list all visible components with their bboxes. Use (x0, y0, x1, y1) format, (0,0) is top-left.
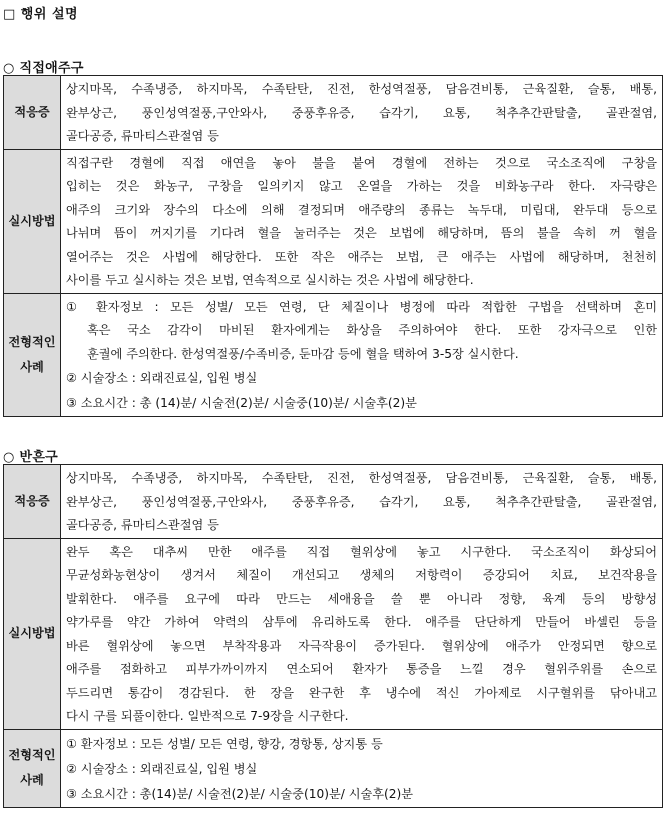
method-label: 실시방법 (4, 538, 61, 729)
method-cell (61, 538, 663, 729)
method-label: 실시방법 (4, 149, 61, 293)
case-label-line2: 사례 (20, 359, 44, 374)
text-line: 열어주는 것은 사법에 해당한다. 또한 작은 애주는 보법, 큰 애주는 사법에 해당하며, 천천히 (66, 249, 657, 264)
case-cell (61, 729, 663, 807)
text-line: 나뉘며 뜸이 꺼지기를 기다려 혈을 눌러주는 것은 보법에 해당하며, 뜸의 불을 속히 꺼 혈을 (66, 226, 657, 240)
case-cell (61, 293, 663, 417)
case-label (4, 729, 61, 807)
text-line: ③ 소요시간 : 총(14)분/ 시술전(2)분/ 시술중(10)분/ 시술후(2)분 (66, 786, 414, 801)
text-line: 완두 혹은 대추씨 만한 애주를 직접 혈위상에 놓고 시구한다. 국소조직이 화상되어 (66, 544, 657, 559)
text-line: ② 시술장소 : 외래진료실, 입원 병실 (66, 761, 258, 776)
indications-label: 적응증 (4, 465, 61, 539)
indications-row (4, 465, 663, 539)
text-line: 무균성화농현상이 생겨서 체질이 개선되고 생체의 저항력이 증강되어 치료, 보건작용을 (66, 568, 657, 582)
text-line: 골다공증, 류마티스관절염 등 (66, 129, 219, 143)
text-line: 훈궐에 주의한다. 한성역절풍/수족비증, 둔마감 등에 혈을 택하여 3-5장 실시한다. (87, 346, 519, 361)
text-line: 두드리면 통감이 경감된다. 한 장을 완구한 후 냉수에 적신 가아제로 시구혈위를 닦아내고 (66, 685, 657, 700)
text-line: 상지마목, 수족냉증, 하지마목, 수족탄탄, 진전, 한성역절풍, 담음견비통, 근육질환, 슬통, 배통, (66, 471, 657, 485)
indications-label: 적응증 (4, 76, 61, 150)
text-line: 상지마목, 수족냉증, 하지마목, 수족탄탄, 진전, 한성역절풍, 담음견비통, 근육질환, 슬통, 배통, (66, 82, 657, 96)
indications-cell (61, 76, 663, 150)
text-line: 발휘한다. 애주를 요구에 따라 만드는 세애융을 쓸 뿐 아니라 정향, 육계 등의 방향성 (66, 591, 657, 606)
text-line: 약가루를 약간 가하여 약력의 삼투에 유리하도록 한다. 애주를 단단하게 만들어 바셀린 등을 (66, 615, 657, 629)
text-line: ① 환자정보 : 모든 성별/ 모든 연령, 향강, 경항통, 상지통 등 (66, 736, 383, 751)
case-row (4, 293, 663, 417)
text-line: 애주를 점화하고 피부가까이까지 연소되어 환자가 통증을 느낄 경우 혈위주위를 손으로 (66, 662, 657, 676)
text-line: 혹은 국소 감각이 마비된 환자에게는 화상을 주의하여야 한다. 또한 강자극으로 인한 (87, 323, 657, 337)
text-line: 직접구란 경혈에 직접 애연을 놓아 불을 붙여 경혈에 전하는 것으로 국소조직에 구창을 (66, 155, 657, 170)
scar-moxa-table (3, 464, 663, 808)
text-line: 다시 구를 되풀이한다. 일반적으로 7-9장을 시구한다. (66, 709, 349, 723)
text-line: 골다공증, 류마티스관절염 등 (66, 518, 219, 532)
section-heading-direct-moxa: ○ 직접애주구 (3, 61, 84, 76)
case-label-line2: 사례 (20, 773, 44, 787)
indications-row (4, 76, 663, 150)
text-line: ② 시술장소 : 외래진료실, 입원 병실 (66, 371, 258, 385)
text-line: 입히는 것은 화농구, 구창을 일의키지 않고 온열을 가하는 것을 비화농구라 한다. 자극량은 (66, 179, 657, 193)
text-line: 완부상근, 풍인성역절풍,구안와사, 중풍후유증, 습각기, 요통, 척추추간판탈출, 골관절염, (66, 105, 657, 120)
case-label-line1: 전형적인 (8, 334, 56, 349)
text-line: ③ 소요시간 : 총 (14)분/ 시술전(2)분/ 시술중(10)분/ 시술후(2)분 (66, 396, 417, 410)
method-row (4, 538, 663, 729)
case-label (4, 293, 61, 417)
section-heading-scar-moxa: ○ 반흔구 (3, 450, 59, 465)
method-cell (61, 149, 663, 293)
text-line: 바른 혈위상에 놓으면 부착작용과 자극작용이 증가된다. 혈위상에 애주가 안정되면 향으로 (66, 638, 657, 653)
direct-moxa-table (3, 75, 663, 417)
text-line: 완부상근, 풍인성역절풍,구안와사, 중풍후유증, 습각기, 요통, 척추추간판탈출, 골관절염, (66, 494, 657, 509)
method-row (4, 149, 663, 293)
text-line: 사이를 두고 실시하는 것은 보법, 연속적으로 실시하는 것은 사법에 해당한다. (66, 273, 474, 287)
text-line: 애주의 크기와 장수의 다소에 의해 결정되며 애주량의 종류는 녹두대, 미립대, 완두대 등으로 (66, 202, 657, 217)
page-title: □ 행위 설명 (3, 7, 79, 22)
indications-cell (61, 465, 663, 539)
case-label-line1: 전형적인 (8, 748, 56, 762)
text-line: ① 환자정보 : 모든 성별/ 모든 연령, 단 체질이나 병정에 따라 적합한 구법을 선택하며 혼미 (66, 299, 657, 314)
case-row (4, 729, 663, 807)
